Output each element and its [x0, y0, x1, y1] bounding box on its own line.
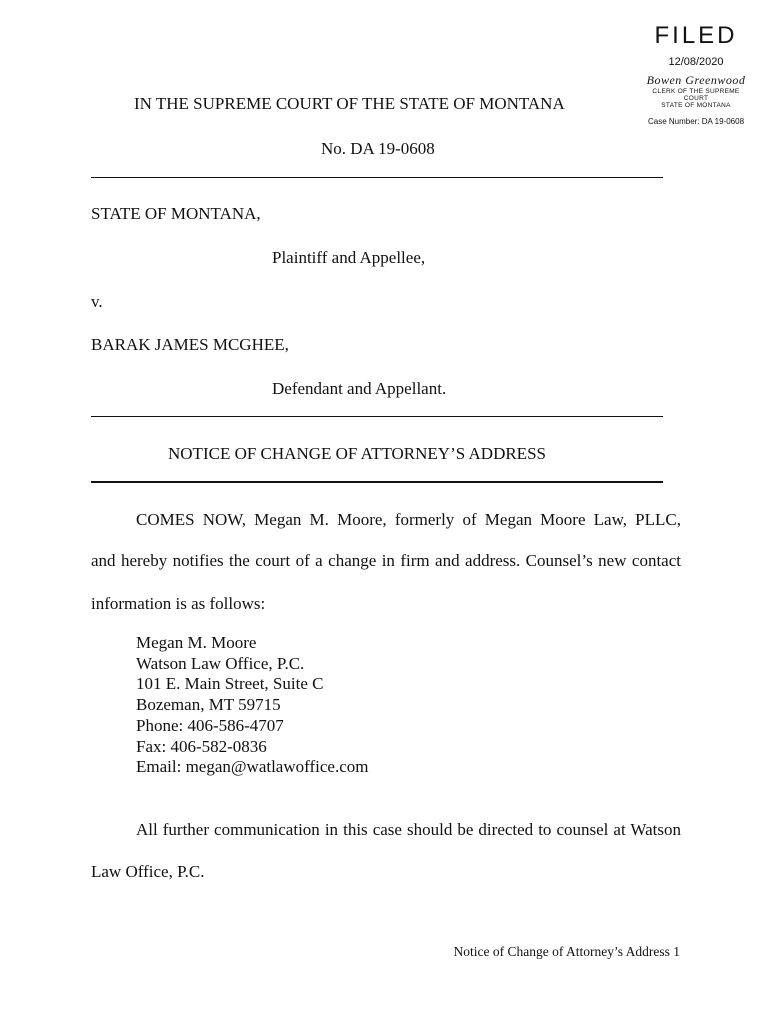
counsel-street: 101 E. Main Street, Suite C	[136, 674, 324, 694]
counsel-firm: Watson Law Office, P.C.	[136, 653, 305, 673]
counsel-email: Email: megan@watlawoffice.com	[136, 757, 369, 777]
clerk-title: CLERK OF THE SUPREME COURT	[652, 88, 740, 102]
plaintiff-role: Plaintiff and Appellee,	[272, 248, 426, 267]
court-heading: IN THE SUPREME COURT OF THE STATE OF MONTANA	[134, 94, 565, 113]
counsel-phone: Phone: 406-586-4707	[136, 715, 284, 735]
paragraph-1-line-2: and hereby notifies the court of a change in firm and address. Counsel’s new contact	[91, 551, 681, 570]
page-footer: Notice of Change of Attorney’s Address 1	[453, 944, 680, 959]
paragraph-1-line-3: information is as follows:	[91, 594, 266, 613]
document-title: NOTICE OF CHANGE OF ATTORNEY’S ADDRESS	[168, 444, 546, 463]
caption-divider-bottom	[91, 416, 663, 417]
counsel-name: Megan M. Moore	[136, 633, 257, 652]
clerk-signature: Bowen Greenwood	[646, 73, 746, 87]
stamp-date: 12/08/2020	[668, 56, 724, 68]
paragraph-2-line-1: All further communication in this case should be directed to counsel at Watson	[136, 820, 681, 839]
paragraph-1-line-1: COMES NOW, Megan M. Moore, formerly of Megan Moore Law, PLLC,	[136, 510, 681, 529]
caption-divider-top	[91, 177, 663, 178]
defendant-name: BARAK JAMES MCGHEE,	[91, 335, 289, 354]
counsel-city: Bozeman, MT 59715	[136, 695, 281, 715]
defendant-role: Defendant and Appellant.	[272, 379, 447, 398]
stamp-filed-label: FILED	[654, 22, 738, 49]
counsel-fax: Fax: 406-582-0836	[136, 736, 267, 756]
docket-number: No. DA 19-0608	[321, 139, 435, 158]
counsel-address-block	[136, 633, 368, 778]
paragraph-2-line-2: Law Office, P.C.	[91, 862, 205, 881]
versus-label: v.	[91, 292, 103, 311]
stamp-case-number: Case Number: DA 19-0608	[647, 117, 745, 126]
title-underline	[91, 481, 663, 483]
clerk-state: STATE OF MONTANA	[661, 102, 731, 109]
filed-stamp	[640, 22, 752, 126]
plaintiff-name: STATE OF MONTANA,	[91, 204, 261, 223]
